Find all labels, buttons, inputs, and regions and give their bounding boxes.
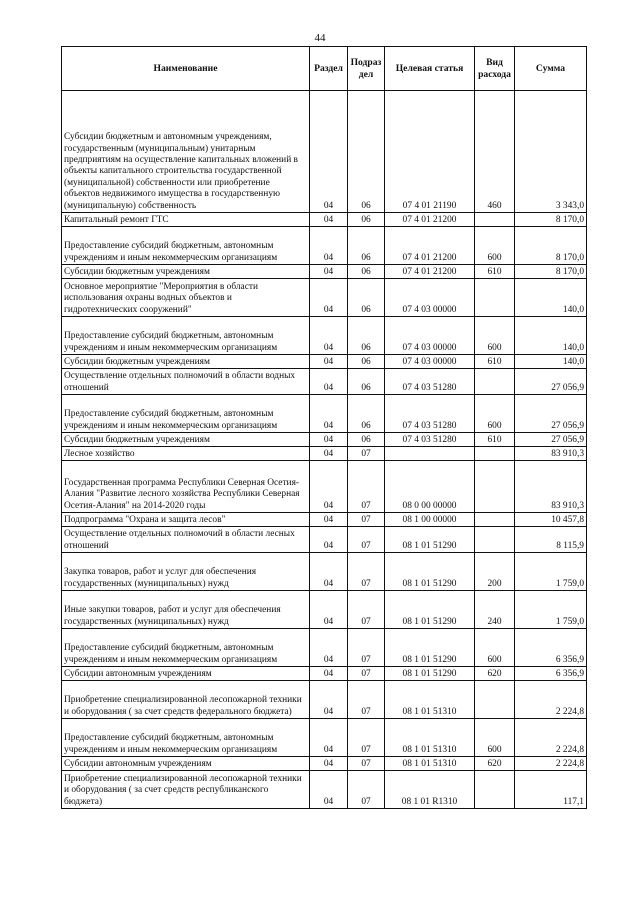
row-amount: 140,0 xyxy=(515,317,587,355)
row-name: Субсидии бюджетным учреждениям xyxy=(62,433,310,447)
row-subsection: 07 xyxy=(348,719,385,757)
row-name: Субсидии бюджетным и автономным учреждениям, государственным (муниципальным) унитарным предприятиям на осуществление капитальных вложений в объекты капитального строительства государственной (муниципальной) собственности или приобретение объектов недвижимого имущества в государственную (муниципальную) собственность xyxy=(62,91,310,213)
row-subsection: 07 xyxy=(348,527,385,553)
row-name: Подпрограмма "Охрана и защита лесов" xyxy=(62,513,310,527)
header-section: Раздел xyxy=(310,47,348,91)
row-target: 08 1 01 51290 xyxy=(385,591,475,629)
row-subsection: 06 xyxy=(348,317,385,355)
row-type: 240 xyxy=(475,591,515,629)
table-row xyxy=(62,719,587,757)
row-subsection: 07 xyxy=(348,681,385,719)
row-subsection: 07 xyxy=(348,461,385,513)
row-type: 600 xyxy=(475,629,515,667)
row-amount: 8 170,0 xyxy=(515,265,587,279)
table-row xyxy=(62,369,587,395)
table-row xyxy=(62,265,587,279)
row-amount: 140,0 xyxy=(515,279,587,317)
row-subsection: 06 xyxy=(348,355,385,369)
row-amount: 8 170,0 xyxy=(515,227,587,265)
table-row xyxy=(62,629,587,667)
row-subsection: 06 xyxy=(348,433,385,447)
row-amount: 8 170,0 xyxy=(515,213,587,227)
row-name: Осуществление отдельных полномочий в области водных отношений xyxy=(62,369,310,395)
row-section: 04 xyxy=(310,667,348,681)
row-target: 08 1 01 R1310 xyxy=(385,771,475,809)
row-section: 04 xyxy=(310,461,348,513)
row-subsection: 06 xyxy=(348,369,385,395)
row-type: 600 xyxy=(475,227,515,265)
row-amount: 3 343,0 xyxy=(515,91,587,213)
row-target: 08 1 01 51310 xyxy=(385,681,475,719)
row-name: Субсидии бюджетным учреждениям xyxy=(62,355,310,369)
row-section: 04 xyxy=(310,553,348,591)
row-type xyxy=(475,369,515,395)
row-target: 07 4 01 21190 xyxy=(385,91,475,213)
row-section: 04 xyxy=(310,433,348,447)
table-row xyxy=(62,213,587,227)
table-body xyxy=(62,91,587,809)
row-target: 08 1 01 51290 xyxy=(385,629,475,667)
row-type: 610 xyxy=(475,355,515,369)
row-name: Капитальный ремонт ГТС xyxy=(62,213,310,227)
row-target: 07 4 01 21200 xyxy=(385,265,475,279)
row-target: 08 1 01 51290 xyxy=(385,553,475,591)
row-section: 04 xyxy=(310,227,348,265)
row-type xyxy=(475,681,515,719)
table-row xyxy=(62,667,587,681)
row-subsection: 07 xyxy=(348,771,385,809)
row-type xyxy=(475,527,515,553)
row-type: 610 xyxy=(475,433,515,447)
row-subsection: 06 xyxy=(348,279,385,317)
page-number: 44 xyxy=(314,32,326,44)
row-subsection: 07 xyxy=(348,553,385,591)
row-name: Закупка товаров, работ и услуг для обеспечения государственных (муниципальных) нужд xyxy=(62,553,310,591)
row-section: 04 xyxy=(310,395,348,433)
table-row xyxy=(62,681,587,719)
row-subsection: 06 xyxy=(348,227,385,265)
table-row xyxy=(62,553,587,591)
row-type: 620 xyxy=(475,667,515,681)
row-target: 07 4 03 51280 xyxy=(385,433,475,447)
row-name: Предоставление субсидий бюджетным, автономным учреждениям и иным некоммерческим организациям xyxy=(62,395,310,433)
row-target: 08 1 01 51290 xyxy=(385,667,475,681)
row-subsection: 07 xyxy=(348,447,385,461)
row-target: 07 4 03 00000 xyxy=(385,355,475,369)
table-row xyxy=(62,771,587,809)
table-row xyxy=(62,91,587,213)
header-amount: Сумма xyxy=(515,47,587,91)
row-type: 600 xyxy=(475,395,515,433)
row-amount: 2 224,8 xyxy=(515,719,587,757)
row-name: Иные закупки товаров, работ и услуг для обеспечения государственных (муниципальных) нужд xyxy=(62,591,310,629)
row-type: 200 xyxy=(475,553,515,591)
row-name: Государственная программа Республики Северная Осетия-Алания "Развитие лесного хозяйства Республики Северная Осетия-Алания" на 2014-2020 годы xyxy=(62,461,310,513)
row-type xyxy=(475,771,515,809)
row-name: Предоставление субсидий бюджетным, автономным учреждениям и иным некоммерческим организациям xyxy=(62,629,310,667)
row-amount: 2 224,8 xyxy=(515,681,587,719)
row-target: 07 4 01 21200 xyxy=(385,227,475,265)
row-section: 04 xyxy=(310,681,348,719)
row-section: 04 xyxy=(310,369,348,395)
row-name: Субсидии автономным учреждениям xyxy=(62,757,310,771)
row-section: 04 xyxy=(310,265,348,279)
row-subsection: 07 xyxy=(348,757,385,771)
row-type: 460 xyxy=(475,91,515,213)
row-section: 04 xyxy=(310,771,348,809)
row-amount: 83 910,3 xyxy=(515,461,587,513)
row-section: 04 xyxy=(310,719,348,757)
row-section: 04 xyxy=(310,213,348,227)
row-section: 04 xyxy=(310,591,348,629)
row-name: Приобретение специализированной лесопожарной техники и оборудования ( за счет средств федерального бюджета) xyxy=(62,681,310,719)
row-amount: 83 910,3 xyxy=(515,447,587,461)
row-target: 08 1 01 51310 xyxy=(385,719,475,757)
row-target: 07 4 03 51280 xyxy=(385,395,475,433)
table-row xyxy=(62,527,587,553)
row-type xyxy=(475,279,515,317)
row-name: Предоставление субсидий бюджетным, автономным учреждениям и иным некоммерческим организациям xyxy=(62,317,310,355)
row-amount: 117,1 xyxy=(515,771,587,809)
row-type xyxy=(475,213,515,227)
row-target: 07 4 03 51280 xyxy=(385,369,475,395)
table-row xyxy=(62,433,587,447)
row-subsection: 06 xyxy=(348,395,385,433)
row-type: 600 xyxy=(475,317,515,355)
row-target: 08 1 00 00000 xyxy=(385,513,475,527)
row-amount: 2 224,8 xyxy=(515,757,587,771)
row-amount: 6 356,9 xyxy=(515,629,587,667)
row-subsection: 06 xyxy=(348,265,385,279)
row-subsection: 06 xyxy=(348,91,385,213)
header-name: Наименование xyxy=(62,47,310,91)
row-subsection: 07 xyxy=(348,513,385,527)
row-type: 600 xyxy=(475,719,515,757)
table-row xyxy=(62,513,587,527)
row-type: 610 xyxy=(475,265,515,279)
header-subsection: Подраз дел xyxy=(348,47,385,91)
row-subsection: 07 xyxy=(348,629,385,667)
header-target: Целевая статья xyxy=(385,47,475,91)
row-target: 08 0 00 00000 xyxy=(385,461,475,513)
row-target: 07 4 03 00000 xyxy=(385,317,475,355)
row-name: Лесное хозяйство xyxy=(62,447,310,461)
row-amount: 1 759,0 xyxy=(515,591,587,629)
row-name: Осуществление отдельных полномочий в области лесных отношений xyxy=(62,527,310,553)
row-name: Субсидии автономным учреждениям xyxy=(62,667,310,681)
row-section: 04 xyxy=(310,447,348,461)
row-name: Предоставление субсидий бюджетным, автономным учреждениям и иным некоммерческим организациям xyxy=(62,719,310,757)
row-amount: 10 457,8 xyxy=(515,513,587,527)
row-subsection: 07 xyxy=(348,667,385,681)
row-name: Субсидии бюджетным учреждениям xyxy=(62,265,310,279)
table-row xyxy=(62,279,587,317)
row-name: Основное мероприятие "Мероприятия в области использования охраны водных объектов и гидротехнических сооружений" xyxy=(62,279,310,317)
row-section: 04 xyxy=(310,317,348,355)
table-row xyxy=(62,227,587,265)
table-row xyxy=(62,317,587,355)
row-name: Приобретение специализированной лесопожарной техники и оборудования ( за счет средств республиканского бюджета) xyxy=(62,771,310,809)
budget-table xyxy=(61,46,587,809)
row-type: 620 xyxy=(475,757,515,771)
row-type xyxy=(475,447,515,461)
row-target: 08 1 01 51310 xyxy=(385,757,475,771)
table-header-row xyxy=(62,47,587,91)
row-section: 04 xyxy=(310,757,348,771)
row-amount: 8 115,9 xyxy=(515,527,587,553)
table-row xyxy=(62,395,587,433)
row-type xyxy=(475,461,515,513)
table-row xyxy=(62,591,587,629)
table-row xyxy=(62,461,587,513)
table-row xyxy=(62,355,587,369)
row-amount: 1 759,0 xyxy=(515,553,587,591)
row-amount: 140,0 xyxy=(515,355,587,369)
row-subsection: 07 xyxy=(348,591,385,629)
row-name: Предоставление субсидий бюджетным, автономным учреждениям и иным некоммерческим организациям xyxy=(62,227,310,265)
row-type xyxy=(475,513,515,527)
row-target: 08 1 01 51290 xyxy=(385,527,475,553)
row-section: 04 xyxy=(310,91,348,213)
row-target: 07 4 03 00000 xyxy=(385,279,475,317)
table-row xyxy=(62,447,587,461)
row-section: 04 xyxy=(310,279,348,317)
row-subsection: 06 xyxy=(348,213,385,227)
row-section: 04 xyxy=(310,355,348,369)
row-target: 07 4 01 21200 xyxy=(385,213,475,227)
table-row xyxy=(62,757,587,771)
row-section: 04 xyxy=(310,629,348,667)
row-target xyxy=(385,447,475,461)
row-amount: 6 356,9 xyxy=(515,667,587,681)
header-expense-type: Вид расхода xyxy=(475,47,515,91)
row-amount: 27 056,9 xyxy=(515,433,587,447)
row-section: 04 xyxy=(310,527,348,553)
row-amount: 27 056,9 xyxy=(515,369,587,395)
row-amount: 27 056,9 xyxy=(515,395,587,433)
row-section: 04 xyxy=(310,513,348,527)
